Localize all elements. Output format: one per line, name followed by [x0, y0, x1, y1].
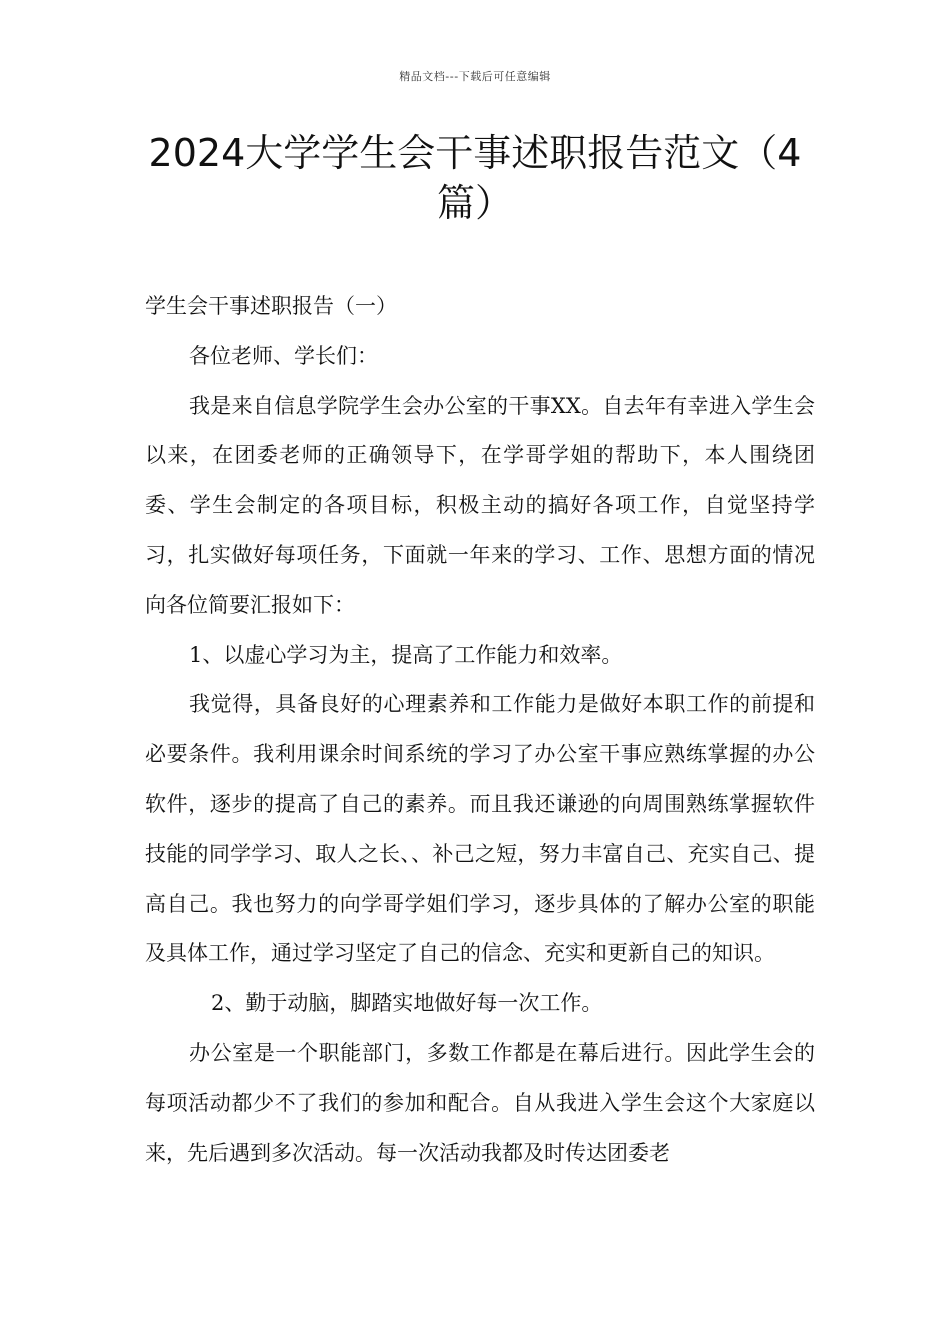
document-body	[145, 282, 815, 1178]
section-heading: 学生会干事述职报告（一）	[145, 294, 397, 318]
header-note: 精品文档---下载后可任意编辑	[399, 70, 551, 83]
greeting: 各位老师、学长们：	[189, 343, 378, 368]
point-heading-2: 2、勤于动脑，脚踏实地做好每一次工作。	[211, 991, 603, 1016]
document-title: 2024大学学生会干事述职报告范文（4篇）	[148, 131, 802, 225]
paragraph-point-2: 办公室是一个职能部门，多数工作都是在幕后进行。因此学生会的每项活动都少不了我们的参加和配合。自从我进入学生会这个大家庭以来，先后遇到多次活动。每一次活动我都及时传达团委老	[145, 1040, 815, 1165]
paragraph-intro: 我是来自信息学院学生会办公室的干事XX。自去年有幸进入学生会以来，在团委老师的正确领导下，在学哥学姐的帮助下，本人围绕团委、学生会制定的各项目标，积极主动的搞好各项工作，自觉坚持学习，扎实做好每项任务，下面就一年来的学习、工作、思想方面的情况向各位简要汇报如下：	[145, 393, 815, 617]
point-heading-1: 1、以虚心学习为主，提高了工作能力和效率。	[189, 642, 623, 667]
paragraph-point-1: 我觉得，具备良好的心理素养和工作能力是做好本职工作的前提和必要条件。我利用课余时间系统的学习了办公室干事应熟练掌握的办公软件，逐步的提高了自己的素养。而且我还谦逊的向周围熟练掌握软件技能的同学学习、取人之长、、补己之短，努力丰富自己、充实自己、提高自己。我也努力的向学哥学姐们学习，逐步具体的了解办公室的职能及具体工作，通过学习坚定了自己的信念、充实和更新自己的知识。	[145, 692, 815, 966]
